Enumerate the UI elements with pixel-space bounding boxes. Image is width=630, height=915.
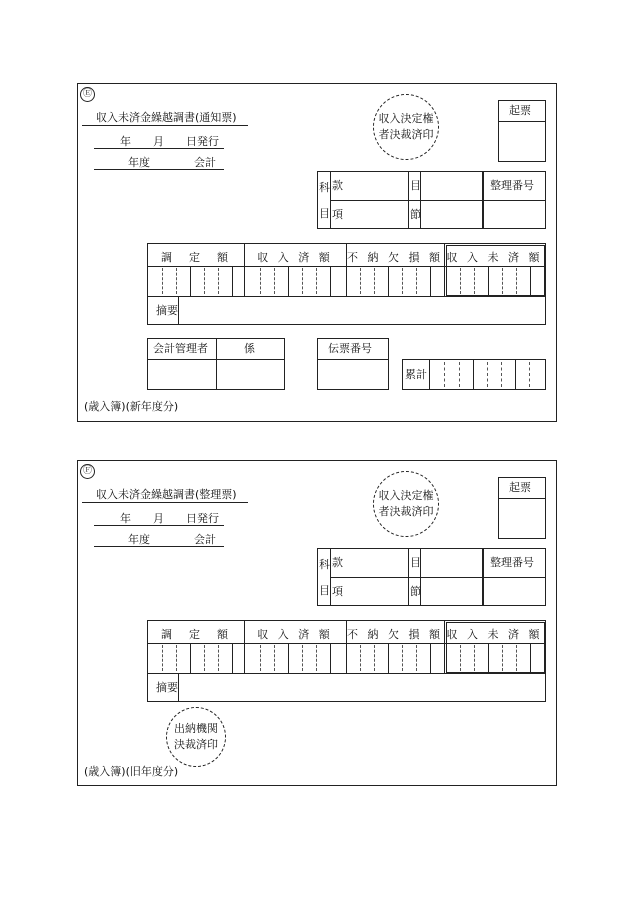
kou-label: 項	[332, 585, 343, 598]
kamoku-char-1: 科	[319, 181, 330, 194]
kan-label: 款	[332, 556, 343, 569]
approval-stamp	[373, 94, 439, 160]
form-marker: Ⓔ	[80, 87, 95, 102]
stamp2-line-2: 決裁済印	[174, 738, 218, 751]
denpyo-bango-label: 伝票番号	[328, 342, 372, 355]
fiscal-line: 年度 会計	[94, 533, 224, 547]
moku-label: 目	[410, 179, 421, 192]
form-title: 収入未済金繰越調書(通知票)	[82, 111, 248, 126]
kihyo-label: 起票	[509, 104, 531, 117]
footer-text: (歳入簿)(旧年度分)	[84, 765, 179, 778]
amount-table	[147, 243, 546, 325]
seiri-bango-box[interactable]	[483, 171, 546, 229]
seiri-bango-label: 整理番号	[490, 179, 534, 192]
suitou-kikan-stamp	[166, 707, 226, 767]
form-title: 収入未済金繰越調書(整理票)	[82, 488, 248, 503]
col-header-shunyu-mizumi: 収 入 未 済 額	[446, 251, 543, 264]
kaikei-kanrisha-label: 会計管理者	[153, 342, 208, 355]
seiri-bango-label: 整理番号	[490, 556, 534, 569]
kihyo-box[interactable]	[498, 477, 546, 539]
setsu-label: 節	[410, 585, 421, 598]
kamoku-grid	[317, 171, 483, 229]
moku-label: 目	[410, 556, 421, 569]
kamoku-grid	[317, 548, 483, 606]
kamoku-char-2: 目	[319, 207, 330, 220]
form-f	[77, 460, 557, 786]
form-marker: Ⓕ	[80, 464, 95, 479]
kakari-label: 係	[244, 342, 255, 355]
kou-label: 項	[332, 208, 343, 221]
setsu-label: 節	[410, 208, 421, 221]
stamp-line-2: 者決裁済印	[378, 128, 434, 141]
col-header-chotei: 調 定 額	[161, 251, 231, 264]
date-line: 年 月 日発行	[94, 135, 224, 149]
kan-label: 款	[332, 179, 343, 192]
ruikei-box[interactable]	[402, 359, 546, 390]
stamp-line-1: 収入決定権	[378, 112, 434, 125]
fiscal-line: 年度 会計	[94, 156, 224, 170]
col-header-chotei: 調 定 額	[161, 628, 231, 641]
stamp-line-2: 者決裁済印	[378, 505, 434, 518]
stamp-line-1: 収入決定権	[378, 489, 434, 502]
seiri-bango-box[interactable]	[483, 548, 546, 606]
kamoku-char-2: 目	[319, 584, 330, 597]
kihyo-label: 起票	[509, 481, 531, 494]
footer-text: (歳入簿)(新年度分)	[84, 400, 179, 413]
amount-table	[147, 620, 546, 702]
col-header-shunyu-zumi: 収 入 済 額	[257, 628, 333, 641]
form-e	[77, 83, 557, 422]
kamoku-char-1: 科	[319, 558, 330, 571]
approval-stamp	[373, 471, 439, 537]
tekiyo-label: 摘要	[156, 304, 178, 317]
kihyo-box[interactable]	[498, 100, 546, 162]
denpyo-bango-box[interactable]	[317, 338, 389, 390]
kaikei-kanrisha-box[interactable]	[147, 338, 285, 390]
col-header-funou-kesson: 不 納 欠 損 額	[347, 251, 443, 264]
tekiyo-label: 摘要	[156, 681, 178, 694]
col-header-shunyu-mizumi: 収 入 未 済 額	[446, 628, 543, 641]
col-header-shunyu-zumi: 収 入 済 額	[257, 251, 333, 264]
stamp2-line-1: 出納機関	[174, 722, 218, 735]
date-line: 年 月 日発行	[94, 512, 224, 526]
col-header-funou-kesson: 不 納 欠 損 額	[347, 628, 443, 641]
ruikei-label: 累計	[405, 368, 427, 381]
